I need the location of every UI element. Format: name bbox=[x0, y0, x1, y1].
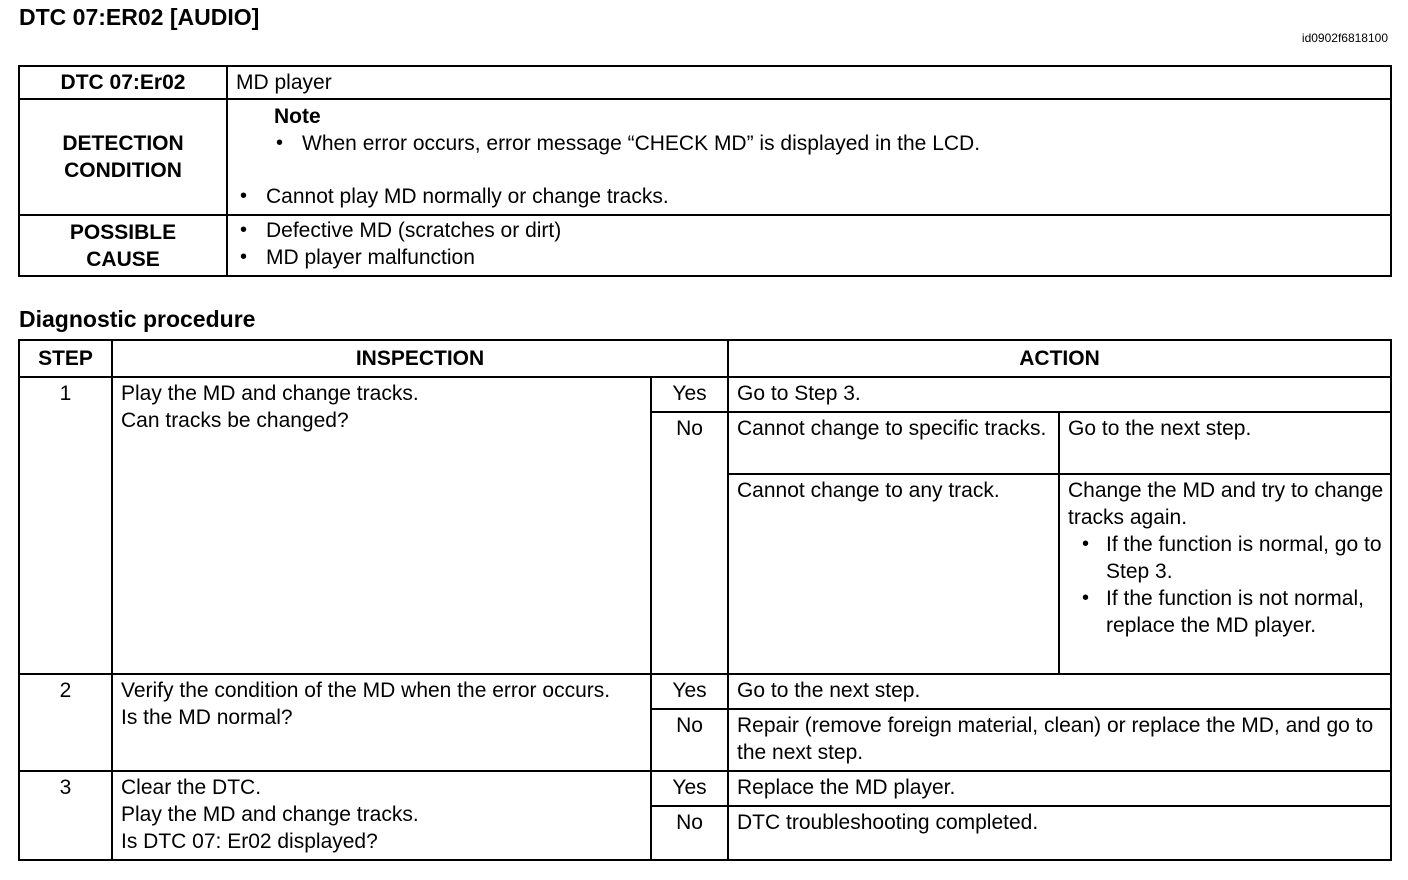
no-action: Go to the next step. bbox=[1059, 412, 1391, 474]
note-item: • When error occurs, error message “CHECK MD” is displayed in the LCD. bbox=[264, 130, 1390, 157]
yes-label: Yes bbox=[651, 674, 728, 709]
possible-cause-label: POSSIBLE CAUSE bbox=[19, 215, 227, 276]
yes-action: Go to Step 3. bbox=[728, 377, 1391, 412]
action-bullet-list bbox=[1068, 531, 1390, 639]
dtc-label: DTC 07:Er02 bbox=[19, 66, 227, 99]
no-action: Change the MD and try to change tracks again. • If the function is normal, go to Step 3. • If the function is not normal, replace the MD player. bbox=[1059, 474, 1391, 674]
action-bullet: • If the function is normal, go to Step 3. bbox=[1068, 531, 1390, 585]
no-condition: Cannot change to any track. bbox=[728, 474, 1059, 674]
inspection-header: INSPECTION bbox=[112, 340, 728, 377]
action-header: ACTION bbox=[728, 340, 1391, 377]
detection-item: • Cannot play MD normally or change tracks. bbox=[228, 183, 1390, 210]
document-id: id0902f6818100 bbox=[1301, 31, 1388, 45]
note-title: Note bbox=[274, 105, 321, 128]
no-label: No bbox=[651, 412, 728, 674]
possible-cause-item: • Defective MD (scratches or dirt) bbox=[228, 217, 1390, 244]
no-condition: Cannot change to specific tracks. bbox=[728, 412, 1059, 474]
diagnostic-procedure-table bbox=[18, 339, 1392, 861]
procedure-title: Diagnostic procedure bbox=[19, 306, 256, 332]
step-number: 3 bbox=[19, 771, 112, 860]
detection-condition-label: DETECTION CONDITION bbox=[19, 99, 227, 215]
detection-condition-row bbox=[19, 99, 1391, 215]
detection-condition-value bbox=[227, 99, 1391, 215]
possible-cause-item: • MD player malfunction bbox=[228, 244, 1390, 271]
yes-label: Yes bbox=[651, 377, 728, 412]
no-label: No bbox=[651, 709, 728, 771]
dtc-value: MD player bbox=[227, 66, 1391, 99]
yes-label: Yes bbox=[651, 771, 728, 806]
step-inspection: Verify the condition of the MD when the error occurs. Is the MD normal? bbox=[112, 674, 651, 771]
detection-list bbox=[228, 183, 1390, 210]
step-number: 1 bbox=[19, 377, 112, 674]
possible-cause-value bbox=[227, 215, 1391, 276]
possible-cause-row bbox=[19, 215, 1391, 276]
step-inspection: Play the MD and change tracks. Can tracks be changed? bbox=[112, 377, 651, 674]
step-1-yes-row bbox=[19, 377, 1391, 412]
action-bullet: • If the function is not normal, replace the MD player. bbox=[1068, 585, 1390, 639]
page-title: DTC 07:ER02 [AUDIO] bbox=[19, 4, 260, 30]
yes-action: Replace the MD player. bbox=[728, 771, 1391, 806]
step-header: STEP bbox=[19, 340, 112, 377]
no-label: No bbox=[651, 806, 728, 860]
no-action: Repair (remove foreign material, clean) or replace the MD, and go to the next step. bbox=[728, 709, 1391, 771]
step-2-yes-row bbox=[19, 674, 1391, 709]
step-3-yes-row bbox=[19, 771, 1391, 806]
procedure-header-row bbox=[19, 340, 1391, 377]
step-inspection: Clear the DTC. Play the MD and change tracks. Is DTC 07: Er02 displayed? bbox=[112, 771, 651, 860]
step-number: 2 bbox=[19, 674, 112, 771]
dtc-row bbox=[19, 66, 1391, 99]
note-list bbox=[228, 130, 1390, 157]
possible-cause-list bbox=[228, 217, 1390, 271]
dtc-info-table bbox=[18, 65, 1392, 277]
yes-action: Go to the next step. bbox=[728, 674, 1391, 709]
no-action: DTC troubleshooting completed. bbox=[728, 806, 1391, 860]
